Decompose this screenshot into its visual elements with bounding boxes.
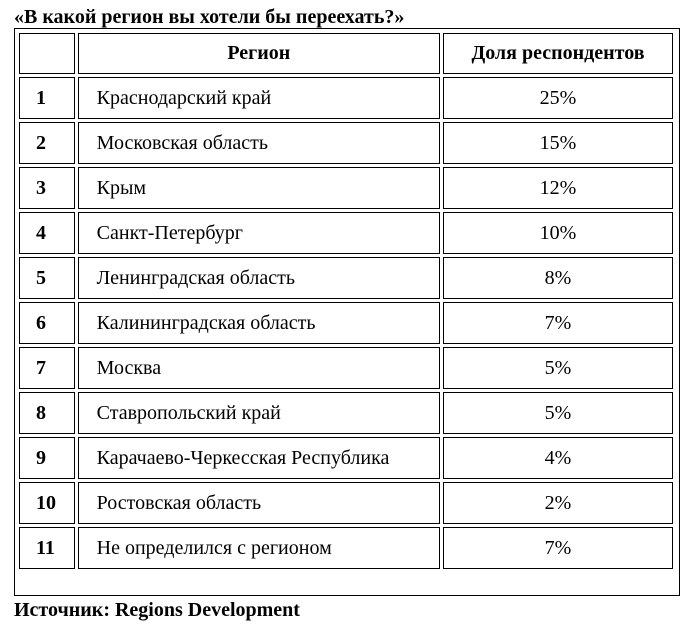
row-region: Калининградская область xyxy=(78,302,440,344)
row-region: Ростовская область xyxy=(78,482,440,524)
row-share: 25% xyxy=(443,77,673,119)
row-num: 10 xyxy=(19,482,75,524)
table-header-row xyxy=(19,33,673,74)
row-region: Не определился с регионом xyxy=(78,527,440,569)
table-row xyxy=(19,392,673,434)
row-share: 4% xyxy=(443,437,673,479)
table-row xyxy=(19,527,673,569)
row-share: 2% xyxy=(443,482,673,524)
row-share: 5% xyxy=(443,392,673,434)
table-row xyxy=(19,167,673,209)
row-region: Ставропольский край xyxy=(78,392,440,434)
row-region: Санкт-Петербург xyxy=(78,212,440,254)
row-num: 2 xyxy=(19,122,75,164)
table-row xyxy=(19,122,673,164)
row-num: 6 xyxy=(19,302,75,344)
header-num xyxy=(19,33,75,74)
row-region: Московская область xyxy=(78,122,440,164)
regions-table xyxy=(16,30,676,572)
table-row xyxy=(19,437,673,479)
row-region: Ленинградская область xyxy=(78,257,440,299)
row-region: Карачаево-Черкесская Республика xyxy=(78,437,440,479)
row-num: 9 xyxy=(19,437,75,479)
row-share: 10% xyxy=(443,212,673,254)
table-row xyxy=(19,302,673,344)
row-num: 11 xyxy=(19,527,75,569)
row-num: 3 xyxy=(19,167,75,209)
row-share: 8% xyxy=(443,257,673,299)
header-share: Доля респондентов xyxy=(443,33,673,74)
row-num: 5 xyxy=(19,257,75,299)
table-row xyxy=(19,212,673,254)
row-region: Крым xyxy=(78,167,440,209)
row-share: 7% xyxy=(443,302,673,344)
table-row xyxy=(19,482,673,524)
page-title: «В какой регион вы хотели бы переехать?» xyxy=(14,6,405,28)
row-share: 15% xyxy=(443,122,673,164)
row-region: Краснодарский край xyxy=(78,77,440,119)
row-share: 5% xyxy=(443,347,673,389)
row-num: 1 xyxy=(19,77,75,119)
row-share: 12% xyxy=(443,167,673,209)
row-region: Москва xyxy=(78,347,440,389)
row-share: 7% xyxy=(443,527,673,569)
table-row xyxy=(19,77,673,119)
row-num: 8 xyxy=(19,392,75,434)
source-note: Источник: Regions Development xyxy=(14,599,300,621)
table-row xyxy=(19,347,673,389)
row-num: 4 xyxy=(19,212,75,254)
header-region: Регион xyxy=(78,33,440,74)
regions-table-frame xyxy=(14,28,680,596)
table-row xyxy=(19,257,673,299)
row-num: 7 xyxy=(19,347,75,389)
